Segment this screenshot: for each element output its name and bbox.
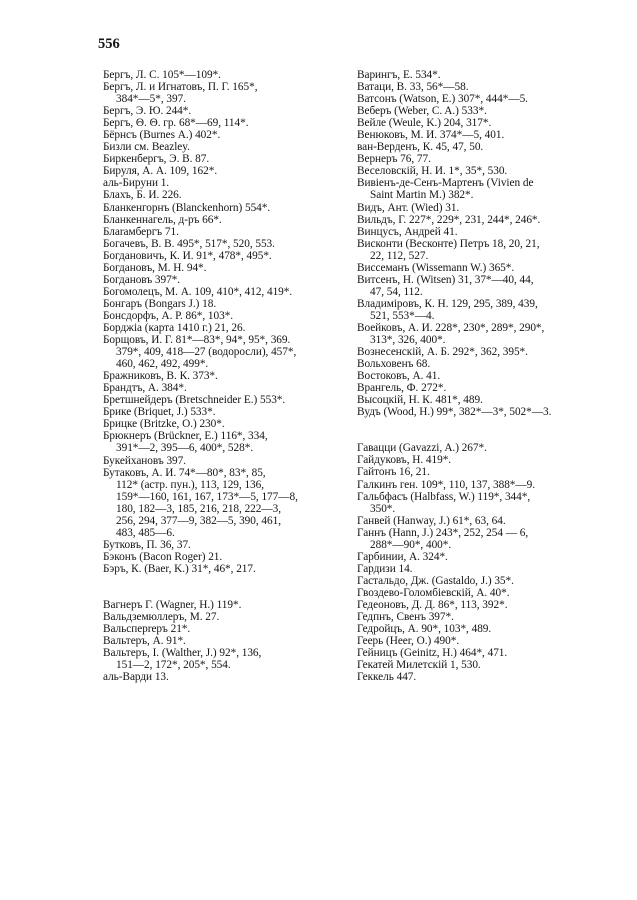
index-entry-line: Бизли см. Beazley. (103, 141, 190, 154)
index-entry-line: Вальтеръ, I. (Walther, J.) 92*, 136, (103, 647, 262, 660)
index-entry (103, 563, 331, 575)
index-entry (103, 141, 331, 153)
index-entry (357, 141, 575, 153)
index-entry (357, 69, 575, 81)
index-entry-line: Ганнъ (Hann, J.) 243*, 252, 254 — 6, (357, 526, 529, 539)
index-entry-line: Бонсдорфъ, А. Р. 86*, 103*. (103, 309, 234, 322)
index-entry-line: Виссеманъ (Wissemann W.) 365*. (357, 261, 515, 274)
index-entry-continuation: 288*—90*, 400*. (370, 538, 452, 551)
index-entry-line: Бэконъ (Bacon Roger) 21. (103, 550, 223, 563)
index-entry (357, 153, 575, 165)
index-entry-continuation: 391*—2, 395—6, 400*, 528*. (116, 442, 254, 455)
index-entry-line: Гайтонъ 16, 21. (357, 466, 430, 479)
index-entry-continuation: 47, 54, 112. (370, 285, 423, 298)
index-entry-line: Бретшнейдеръ (Bretschneider E.) 553*. (103, 394, 286, 407)
index-entry-line: Богомолецъ, М. А. 109, 410*, 412, 419*. (103, 285, 293, 298)
index-entry-line: Бутковъ, П. 36, 37. (103, 538, 191, 551)
index-entry (357, 527, 575, 551)
index-entry-line: Бируля, А. А. 109, 162*. (103, 165, 218, 178)
index-entry-line: Ганвей (Hanway, J.) 61*, 63, 64. (357, 514, 506, 527)
index-entry-line: Гастальдо, Дж. (Gastaldo, J.) 35*. (357, 574, 514, 587)
index-entry (357, 274, 575, 298)
index-entry-line: Веселовскій, Н. И. 1*, 35*, 530. (357, 165, 508, 178)
index-entry (357, 382, 575, 394)
index-entry (103, 551, 331, 563)
index-entry-line: Витсенъ, Н. (Witsen) 31, 37*—40, 44, (357, 273, 534, 286)
index-entry (103, 370, 331, 382)
index-entry (103, 165, 331, 177)
index-entry (357, 442, 575, 454)
index-entry-line: Вернеръ 76, 77. (357, 153, 431, 166)
index-entry (103, 286, 331, 298)
index-entry (103, 611, 331, 623)
index-entry (103, 226, 331, 238)
index-entry-line: Высоцкій, Н. К. 481*, 489. (357, 394, 483, 407)
index-entry (357, 575, 575, 587)
index-entry (357, 515, 575, 527)
index-entry (357, 177, 575, 201)
index-entry-line: Брицке (Britzke, O.) 230*. (103, 418, 225, 431)
index-entry-line: Бёрнсъ (Burnes А.) 402*. (103, 129, 221, 142)
index-entry-line: Ватаци, В. 33, 56*—58. (357, 81, 469, 94)
index-entry-line: ван-Верденъ, К. 45, 47, 50. (357, 141, 484, 154)
index-entry-line: Гедройцъ, А. 90*, 103*, 489. (357, 623, 492, 636)
index-entry-continuation: 350*. (370, 502, 396, 515)
index-entry (357, 491, 575, 515)
index-entry (103, 418, 331, 430)
index-entry-line: Гайдуковъ, Н. 419*. (357, 454, 452, 467)
index-entry-line: Гвоздево-Голомбіевскій, А. 40*. (357, 586, 510, 599)
index-entry (103, 455, 331, 467)
index-entry (103, 238, 331, 250)
index-entry (357, 587, 575, 599)
index-entry (103, 539, 331, 551)
index-entry-continuation: 379*, 409, 418—27 (водоросли), 457*, (116, 346, 297, 359)
index-entry-line: Богдановъ, М. Н. 94*. (103, 261, 207, 274)
index-entry (357, 105, 575, 117)
index-entry (103, 153, 331, 165)
index-entry (103, 623, 331, 635)
index-entry-line: Востоковъ, А. 41. (357, 370, 441, 383)
index-entry-continuation: 159*—160, 161, 167, 173*—5, 177—8, (116, 490, 298, 503)
index-entry (103, 635, 331, 647)
index-entry (103, 177, 331, 189)
index-entry-line: Биркенбергъ, Э. В. 87. (103, 153, 210, 166)
index-entry (357, 466, 575, 478)
index-entry (357, 93, 575, 105)
index-entry-continuation: 22, 112, 527. (370, 249, 429, 262)
index-entry (357, 370, 575, 382)
index-entry (357, 551, 575, 563)
index-section-g (357, 442, 575, 683)
index-entry (103, 406, 331, 418)
index-entry (103, 117, 331, 129)
index-entry (103, 274, 331, 286)
index-entry (357, 599, 575, 611)
index-entry-line: Вольховенъ 68. (357, 358, 431, 371)
index-entry (103, 467, 331, 539)
index-entry (357, 635, 575, 647)
index-entry (357, 358, 575, 370)
index-entry (103, 69, 331, 81)
index-section-v (103, 599, 331, 683)
index-entry-line: Винцусъ, Андрей 41. (357, 225, 458, 238)
index-entry (357, 165, 575, 177)
index-entry-continuation: 151—2, 172*, 205*, 554. (116, 659, 231, 672)
index-entry (103, 430, 331, 454)
index-section-v-cont (357, 69, 575, 418)
index-entry-continuation: 521, 553*—4. (370, 309, 435, 322)
index-entry-line: Воейковъ, А. И. 228*, 230*, 289*, 290*, (357, 321, 545, 334)
index-entry-line: Галкинъ ген. 109*, 110, 137, 388*—9. (357, 478, 536, 491)
index-entry (103, 334, 331, 370)
index-entry-continuation: 180, 182—3, 185, 216, 218, 222—3, (116, 502, 281, 515)
index-entry (357, 406, 575, 418)
index-entry-continuation: 460, 462, 492, 499*. (116, 358, 209, 371)
index-entry-line: Гекатей Милетскій 1, 530. (357, 659, 481, 672)
index-entry (357, 129, 575, 141)
section-gap (357, 418, 575, 442)
index-entry (357, 81, 575, 93)
index-entry-line: Висконти (Весконте) Петръ 18, 20, 21, (357, 237, 540, 250)
index-entry-line: Гарбинии, А. 324*. (357, 550, 448, 563)
index-entry (103, 310, 331, 322)
index-entry-continuation: 313*, 326, 400*. (370, 334, 446, 347)
index-entry-line: Борщовъ, И. Г. 81*—83*, 94*, 95*, 369. (103, 334, 291, 347)
index-entry-line: аль-Варди 13. (103, 671, 169, 684)
index-column-left (103, 69, 331, 683)
index-entry (357, 226, 575, 238)
index-entry (103, 382, 331, 394)
index-entry (357, 659, 575, 671)
index-entry-line: аль-Бируни 1. (103, 177, 170, 190)
index-entry-line: Вальтеръ, А. 91*. (103, 635, 186, 648)
index-entry-line: Геерь (Heer, O.) 490*. (357, 635, 460, 648)
index-entry-line: Брандтъ, А. 384*. (103, 382, 187, 395)
index-entry-continuation: Saint Martin M.) 382*. (370, 189, 474, 202)
index-entry-line: Богачевъ, В. В. 495*, 517*, 520, 553. (103, 237, 275, 250)
index-entry-line: Богдановичъ, К. И. 91*, 478*, 495*. (103, 249, 272, 262)
index-entry-line: Бергъ, Л. С. 105*—109*. (103, 69, 221, 81)
index-entry-line: Бергъ, Л. и Игнатовъ, П. Г. 165*, (103, 81, 258, 94)
index-entry-line: Борджіа (карта 1410 г.) 21, 26. (103, 321, 246, 334)
index-entry-line: Гедпнъ, Свенъ 397*. (357, 611, 454, 624)
index-entry (357, 647, 575, 659)
index-entry (103, 394, 331, 406)
index-entry-line: Бэръ, К. (Baer, K.) 31*, 46*, 217. (103, 562, 256, 575)
index-entry-line: Букейхановъ 397. (103, 454, 187, 467)
index-entry-line: Гальбфасъ (Halbfass, W.) 119*, 344*, (357, 490, 531, 503)
index-column-right (357, 69, 575, 683)
index-entry-line: Бражниковъ, В. К. 373*. (103, 370, 218, 383)
index-entry (103, 214, 331, 226)
index-entry (103, 202, 331, 214)
index-entry-line: Бонгаръ (Bongars J.) 18. (103, 297, 217, 310)
index-entry-line: Венюковъ, М. И. 374*—5, 401. (357, 129, 505, 142)
index-entry (103, 189, 331, 201)
index-entry-line: Блаrамбергъ 71. (103, 225, 179, 238)
index-entry (103, 647, 331, 671)
index-entry-line: Вознесенскій, А. Б. 292*, 362, 395*. (357, 346, 528, 359)
index-entry (357, 202, 575, 214)
index-entry (357, 117, 575, 129)
index-entry (357, 262, 575, 274)
index-entry-line: Ватсонъ (Watson, E.) 307*, 444*—5. (357, 93, 528, 106)
index-entry-line: Вудъ (Wood, H.) 99*, 382*—3*, 502*—3. (357, 406, 552, 419)
index-entry-continuation: 256, 294, 377—9, 382—5, 390, 461, (116, 514, 281, 527)
index-entry (357, 623, 575, 635)
index-entry-line: Вальсперrеръ 21*. (103, 623, 191, 636)
index-entry (103, 81, 331, 105)
index-entry-line: Богдановъ 397*. (103, 273, 181, 286)
index-entry-line: Бутаковъ, А. И. 74*—80*, 83*, 85, (103, 466, 266, 479)
index-entry (357, 394, 575, 406)
index-entry (103, 671, 331, 683)
index-entry-line: Вейле (Weule, K.) 204, 317*. (357, 117, 492, 130)
index-entry-line: Гедеоновъ, Д. Д. 86*, 113, 392*. (357, 598, 508, 611)
index-entry-line: Гардизи 14. (357, 562, 413, 575)
index-entry (357, 322, 575, 346)
index-entry-line: Бланкеннагель, д-ръ 66*. (103, 213, 222, 226)
index-entry-line: Бланкенгорнъ (Blanckenhorn) 554*. (103, 201, 271, 214)
index-entry-line: Варингъ, Е. 534*. (357, 69, 441, 81)
index-entry (357, 214, 575, 226)
index-entry-line: Гавацци (Gavazzi, A.) 267*. (357, 442, 487, 455)
index-entry (357, 479, 575, 491)
index-entry-line: Видъ, Ант. (Wied) 31. (357, 201, 460, 214)
index-entry-line: Брюкнеръ (Brückner, E.) 116*, 334, (103, 430, 268, 443)
index-entry-line: Бергъ, Э. Ю. 244*. (103, 105, 192, 118)
index-entry (357, 298, 575, 322)
index-entry (357, 671, 575, 683)
index-entry-line: Геккель 447. (357, 671, 417, 684)
index-entry-line: Владиміровъ, К. Н. 129, 295, 389, 439, (357, 297, 538, 310)
index-entry-line: Бергъ, Θ. Θ. гр. 68*—69, 114*. (103, 117, 249, 130)
section-gap (103, 575, 331, 599)
index-entry-line: Брике (Briquet, J.) 533*. (103, 406, 216, 419)
index-entry (103, 250, 331, 262)
index-entry-line: Вильдъ, Г. 227*, 229*, 231, 244*, 246*. (357, 213, 541, 226)
index-entry (103, 322, 331, 334)
index-entry-line: Блахъ, Б. И. 226. (103, 189, 182, 202)
index-entry-line: Гейницъ (Geinitz, H.) 464*, 471. (357, 647, 508, 660)
index-entry (103, 129, 331, 141)
index-entry-continuation: 384*—5*, 397. (116, 93, 186, 106)
index-entry (103, 262, 331, 274)
index-entry (103, 599, 331, 611)
index-entry (357, 611, 575, 623)
index-entry-line: Вивіенъ-де-Сенъ-Мартенъ (Vivien de (357, 177, 534, 190)
index-entry (357, 454, 575, 466)
index-entry-line: Вальдземюллеръ, М. 27. (103, 611, 220, 624)
index-entry (357, 346, 575, 358)
index-entry (103, 298, 331, 310)
index-entry-continuation: 483, 485—6. (116, 526, 175, 539)
index-entry (357, 563, 575, 575)
index-entry-line: Веберъ (Weber, C. A.) 533*. (357, 105, 487, 118)
index-entry-continuation: 112* (астр. пун.), 113, 129, 136, (116, 478, 265, 491)
index-section-b (103, 69, 331, 575)
index-entry-line: Врангель, Ф. 272*. (357, 382, 447, 395)
index-entry (103, 105, 331, 117)
index-entry (357, 238, 575, 262)
page-number: 556 (98, 36, 120, 52)
index-entry-line: Вагнеръ Г. (Wagner, H.) 119*. (103, 598, 242, 611)
